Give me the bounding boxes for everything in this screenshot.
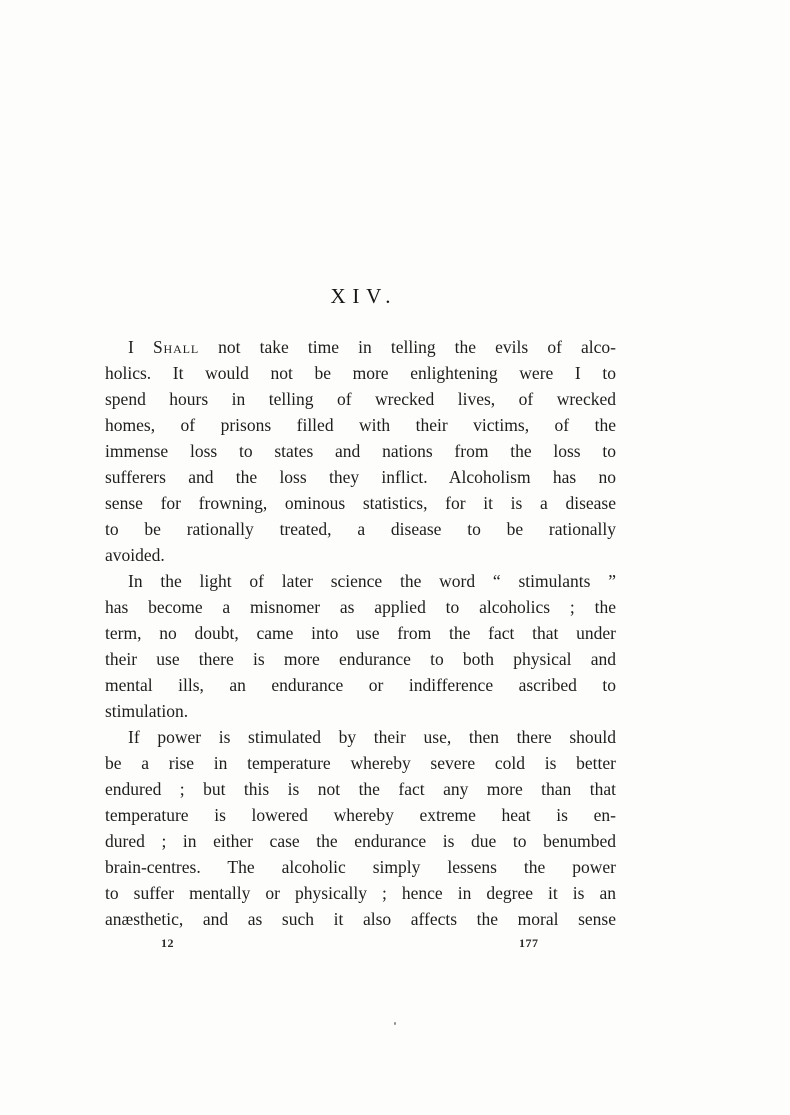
- text-line: holics. It would not be more enlightening were I to: [105, 363, 616, 383]
- text-line: immense loss to states and nations from the loss to: [105, 441, 616, 461]
- text-line: If power is stimulated by their use, then there should: [128, 727, 616, 747]
- text-line: endured ; but this is not the fact any more than that: [105, 779, 616, 799]
- text-line: their use there is more endurance to both physical and: [105, 649, 616, 669]
- text-line: homes, of prisons filled with their victims, of the: [105, 415, 616, 435]
- signature-number: 12: [161, 936, 174, 950]
- text-segment: not take time in telling the evils of alco-: [199, 337, 616, 357]
- text-line: [105, 334, 616, 360]
- text-line: to suffer mentally or physically ; hence in degree it is an: [105, 883, 616, 903]
- chapter-heading: XIV.: [330, 284, 398, 308]
- paragraph: [105, 568, 616, 724]
- text-line: to be rationally treated, a disease to be rationally: [105, 519, 616, 539]
- text-line: be a rise in temperature whereby severe cold is better: [105, 753, 616, 773]
- text-line: stimulation.: [105, 701, 189, 721]
- text-line: dured ; in either case the endurance is due to benumbed: [105, 831, 616, 851]
- scan-speck: [394, 1022, 396, 1025]
- paragraphs-container: [105, 334, 616, 932]
- text-line: In the light of later science the word “ stimulants ”: [128, 571, 616, 591]
- paragraph: [105, 724, 616, 932]
- text-segment: I: [128, 337, 153, 357]
- smallcaps-text: Shall: [152, 337, 200, 357]
- text-line: temperature is lowered whereby extreme heat is en-: [105, 805, 616, 825]
- text-line: spend hours in telling of wrecked lives, of wrecked: [105, 389, 616, 409]
- text-line: term, no doubt, came into use from the fact that under: [105, 623, 616, 643]
- paragraph: [105, 334, 616, 568]
- text-line: avoided.: [105, 545, 165, 565]
- text-line: brain-centres. The alcoholic simply lessens the power: [105, 857, 616, 877]
- page-number: 177: [519, 936, 539, 950]
- text-line: mental ills, an endurance or indifference ascribed to: [105, 675, 616, 695]
- page-text-block: [105, 284, 616, 932]
- text-line: has become a misnomer as applied to alcoholics ; the: [105, 597, 616, 617]
- text-line: sense for frowning, ominous statistics, for it is a disease: [105, 493, 616, 513]
- text-line: sufferers and the loss they inflict. Alcoholism has no: [105, 467, 616, 487]
- text-line: anæsthetic, and as such it also affects the moral sense: [105, 909, 616, 929]
